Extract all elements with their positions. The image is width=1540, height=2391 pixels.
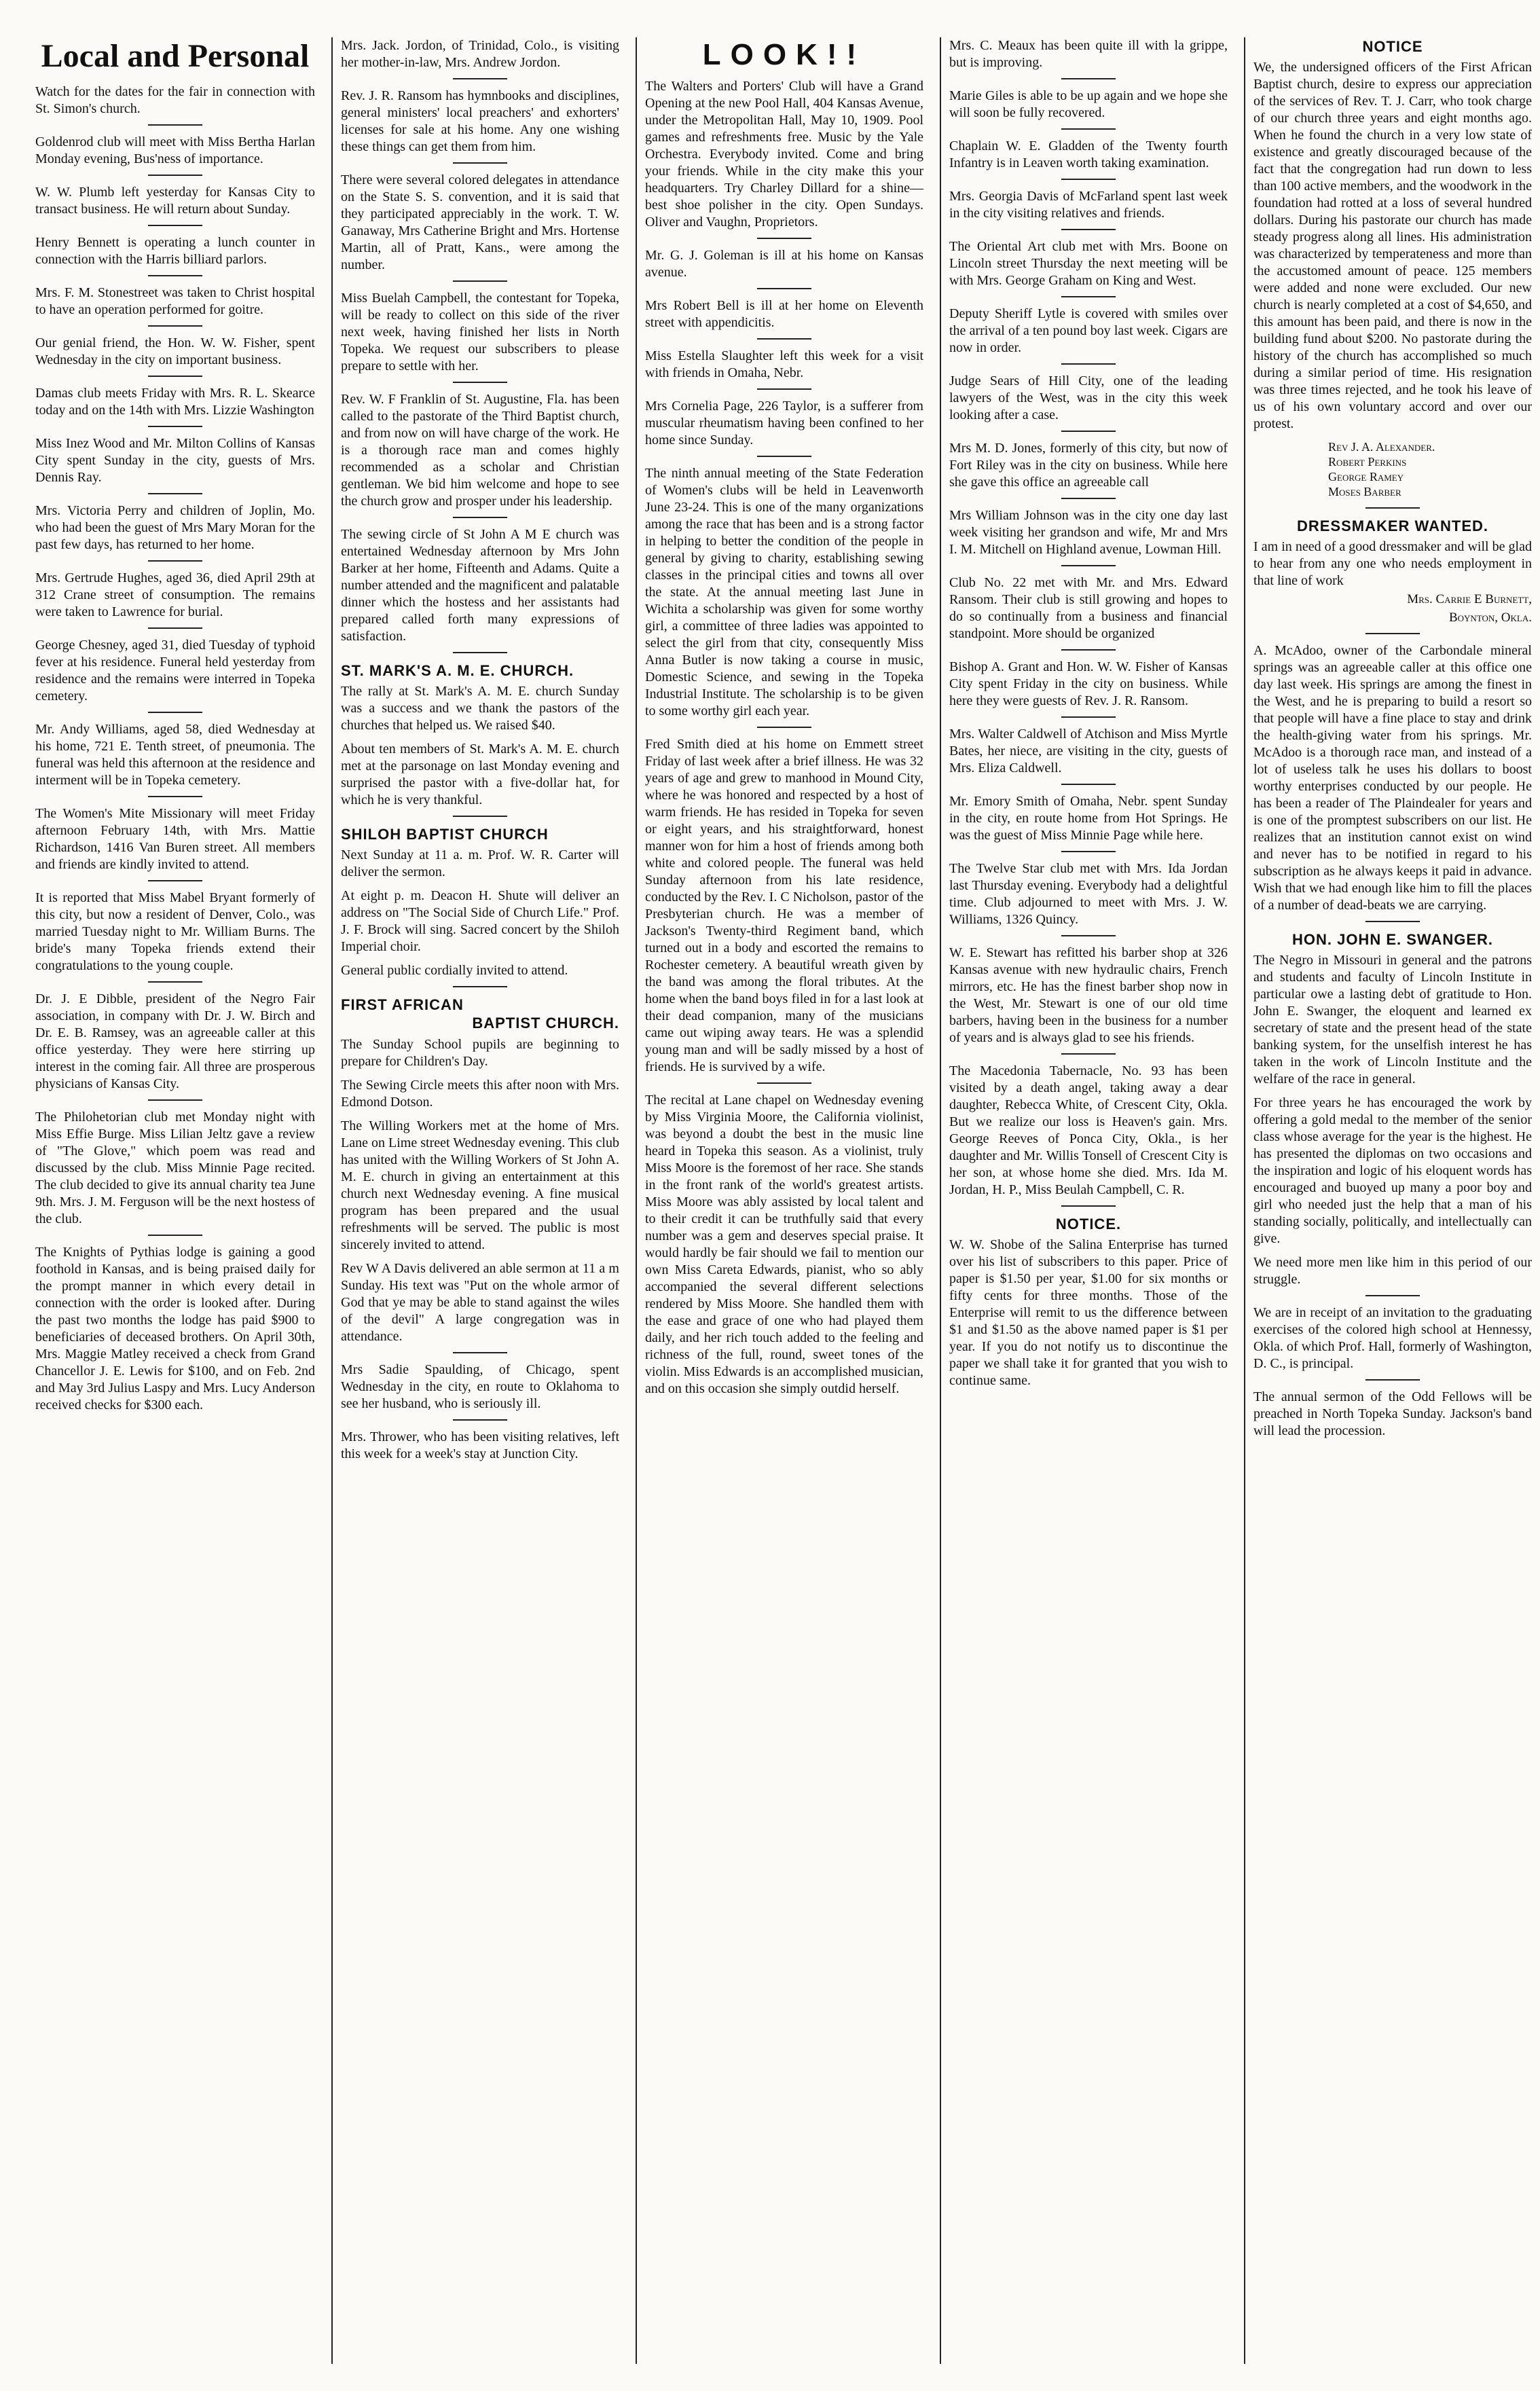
section-heading-first-african-2: BAPTIST CHURCH. [472, 1015, 619, 1032]
news-item: Goldenrod club will meet with Miss Bertha Harlan Monday evening, Bus'ness of importance. [35, 134, 315, 166]
news-item: Mr. Andy Williams, aged 58, died Wednesday at his home, 721 E. Tenth street, of pneumonia. The funeral was held this afternoon at the residence and interment will be in Topeka cemetery. [35, 722, 315, 788]
news-item: The Macedonia Tabernacle, No. 93 has been visited by a death angel, taking away a dear daughter, Rebecca White, of Crescent City, Okla. But we realize our loss is Heaven's gain. Mrs. George Reeves of Ponca City, Okla., is her daughter and Mr. Willis Tonsell of Crescent City is her son, at whose home she died. Mrs. Ida M. Jordan, H. P., Miss Beulah Campbell, C. R. [949, 1063, 1228, 1197]
news-item: Mrs Cornelia Page, 226 Taylor, is a sufferer from muscular rheumatism having been confined to her home since Sunday. [645, 399, 923, 448]
notice-text: W. W. Shobe of the Salina Enterprise has turned over his list of subscribers to this paper. Price of paper is $1.50 per year, $1.00 for six months or fifty cents for three months. Those of the Enterprise will remit to us the difference between $1 and $1.50 as the above named paper is $1 per year. If you do not notify us to discontinue the paper we shall take it for granted that you wish to continue same. [949, 1237, 1228, 1388]
divider-rule [1061, 851, 1116, 852]
divider-rule [148, 1235, 202, 1236]
notice-text: We, the undersigned officers of the First African Baptist church, desire to express our appreciation of the services of Rev. T. J. Carr, who took charge of our church three years and eight months ago. When he found the church in a very low state of existence and greatly discouraged because of the fact that the congregation had run down to less than 100 active members, and the woodwork in the foundation had rotted at a loss of several hundred dollars. During his pastorate our church has made steady progress along all lines. His administration was characterized by temperateness and more than the accustomed amount of peace. 125 members were added and none were excluded. Our new church is nearly completed at a cost of $4,650, and this amount has been paid, and there is now in the building fund about $200. No pastorate during the history of the church has accomplished so much during a similar period of time. His resignation was three times rejected, and he took his leave of us of his own voluntary accord and over our protest. [1253, 60, 1532, 431]
news-item: The Oriental Art club met with Mrs. Boone on Lincoln street Thursday the next meeting will be with Mrs. George Graham on King and West. [949, 239, 1228, 288]
signer-name: Rev J. A. Alexander. [1328, 440, 1435, 454]
news-item: Miss Estella Slaughter left this week for a visit with friends in Omaha, Nebr. [645, 348, 923, 380]
news-item: The Willing Workers met at the home of Mrs. Lane on Lime street Wednesday evening. This club has united with the Willing Workers of St John A. M. E. church in giving an entertainment at this church next Wednesday evening. A fine musical program has been prepared and the usual refreshments will be served. The public is most sincerely invited to attend. [341, 1118, 619, 1252]
divider-rule [1061, 78, 1116, 79]
news-item: Chaplain W. E. Gladden of the Twenty fourth Infantry is in Leaven worth taking examination. [949, 139, 1228, 170]
news-item: Dr. J. E Dibble, president of the Negro Fair association, in company with Dr. J. W. Birch and Dr. E. B. Ramsey, was an agreeable caller at this office yesterday. They were here stirring up interest in the coming fair. All three are prosperous physicians of Kansas City. [35, 991, 315, 1091]
dressmaker-heading: DRESSMAKER WANTED. [1296, 517, 1488, 534]
divider-rule [1365, 1379, 1420, 1381]
news-item: Mrs Robert Bell is ill at her home on Eleventh street with appendicitis. [645, 298, 923, 330]
divider-rule [757, 1082, 811, 1084]
news-item: W. W. Plumb left yesterday for Kansas City to transact business. He will return about Sunday. [35, 185, 315, 217]
column-1 [27, 37, 323, 2364]
dressmaker-signature: Mrs. Carrie E Burnett, [1407, 592, 1532, 606]
divider-rule [1061, 431, 1116, 432]
divider-rule [453, 816, 507, 817]
divider-rule [1061, 716, 1116, 718]
divider-rule [757, 338, 811, 340]
news-item: It is reported that Miss Mabel Bryant formerly of this city, but now a resident of Denver, Colo., was married Tuesday night to Mr. William Burns. The bride's many Topeka friends extend their congratulations to the young couple. [35, 890, 315, 973]
masthead-local-personal: Local and Personal [41, 38, 310, 74]
news-item: The Walters and Porters' Club will have a Grand Opening at the new Pool Hall, 404 Kansas Avenue, under the Metropolitan Hall, May 10, 1909. Pool games and refreshments free. Music by the Yale Orchestra. Everybody invited. Come and bring your friends. While in the city make this your headquarters. Try Charley Dillard for a shine—best shoe polisher in the city. Open Sundays. Oliver and Vaughn, Proprietors. [645, 79, 923, 230]
divider-rule [148, 426, 202, 427]
divider-rule [148, 225, 202, 226]
news-item: Mrs. Jack. Jordon, of Trinidad, Colo., is visiting her mother-in-law, Mrs. Andrew Jordon. [341, 38, 619, 70]
divider-rule [453, 382, 507, 383]
news-item: Henry Bennett is operating a lunch counter in connection with the Harris billiard parlors. [35, 235, 315, 267]
column-2 [331, 37, 627, 2364]
news-item: Miss Inez Wood and Mr. Milton Collins of Kansas City spent Sunday in the city, guests of Mrs. Dennis Ray. [35, 436, 315, 485]
divider-rule [453, 652, 507, 653]
signer-name: Moses Barber [1328, 485, 1401, 498]
dressmaker-text: I am in need of a good dressmaker and will be glad to hear from any one who needs employment in that line of work [1253, 539, 1532, 588]
divider-rule [1061, 498, 1116, 499]
divider-rule [1061, 296, 1116, 297]
news-item: The Sewing Circle meets this after noon with Mrs. Edmond Dotson. [341, 1078, 619, 1110]
news-item: About ten members of St. Mark's A. M. E. church met at the parsonage on last Monday evening and surprised the pastor with a five-dollar hat, for which he is very thankful. [341, 742, 619, 807]
news-item: Fred Smith died at his home on Emmett street Friday of last week after a brief illness. He was 32 years of age and grew to manhood in Mound City, where he was honored and respected by a host of warm friends. He has resided in Topeka for seven or eight years, and his straightforward, honest manner won for him a host of friends among both white and colored people. The funeral was held Sunday afternoon from his late residence, conducted by the Rev. I. C Nicholson, pastor of the Presbyterian church. He was a member of Jackson's Twenty-third Regiment band, which turned out in a body and escorted the remains to Rochester cemetery. A beautiful wreath given by the band was among the floral tributes. At the home when the band boys filed in for a last look at their dead companion, many of the musicians came out wiping away tears. He was a splendid young man and will be sadly missed by a host of friends. He is survived by a wife. [645, 737, 923, 1074]
divider-rule [453, 78, 507, 79]
news-item: The Negro in Missouri in general and the patrons and students and faculty of Lincoln Institute in particular owe a lasting debt of gratitude to Hon. John E. Swanger, the eloquent and learned ex secretary of state and the present head of the state banking system, for the unselfish interest he has taken in the work of Lincoln Institute and the welfare of the race in general. [1253, 953, 1532, 1087]
news-item: Miss Buelah Campbell, the contestant for Topeka, will be ready to collect on this side of the river next week, having finished her lists in North Topeka. We request our subscribers to please prepare to settle with her. [341, 291, 619, 373]
news-item: Mrs M. D. Jones, formerly of this city, but now of Fort Riley was in the city on business. While here she gave this office an agreeable call [949, 441, 1228, 490]
news-item: Rev. J. R. Ransom has hymnbooks and disciplines, general ministers' local preachers' and exhorters' licenses for sale at his home. Any one wishing these things can get them from him. [341, 88, 619, 154]
divider-rule [148, 376, 202, 377]
divider-rule [453, 162, 507, 164]
divider-rule [757, 388, 811, 390]
divider-rule [453, 1419, 507, 1421]
news-item: Mrs. Walter Caldwell of Atchison and Miss Myrtle Bates, her niece, are visiting in the city, guests of Mrs. Eliza Caldwell. [949, 727, 1228, 775]
news-item: For three years he has encouraged the work by offering a gold medal to the member of the senior class whose average for the year is the highest. He has presented the diplomas on two occasions and the inspiration and logic of his eloquent words has encouraged and buoyed up many a poor boy and girl who needed just the help that a man of his standing socially, politically, and intellectually can give. [1253, 1095, 1532, 1246]
divider-rule [1061, 1053, 1116, 1055]
news-item: The recital at Lane chapel on Wednesday evening by Miss Virginia Moore, the California violinist, was beyond a doubt the best in the music line heard in Topeka this season. As a violinist, truly Miss Moore is the foremost of her race. She stands in the front rank of the world's greatest artists. Miss Moore was ably assisted by local talent and to their credit it can be truthfully said that every number was a gem and deserves special praise. It would hardly be fair should we fail to mention our own Miss Careta Edwards, pianist, who so ably accompanied the several different selections rendered by Miss Moore. She handled them with the ease and grace of one who had played them daily, and her rich touch added to the feeling and richness of the full, round, sweet tones of the violin. Miss Edwards is an accomplished musician, and on this occasion she simply outdid herself. [645, 1093, 923, 1396]
news-item: The rally at St. Mark's A. M. E. church Sunday was a success and we thank the pastors of the churches that helped us. We raised $40. [341, 684, 619, 733]
news-item: Mrs Sadie Spaulding, of Chicago, spent Wednesday in the city, en route to Oklahoma to see her husband, who is seriously ill. [341, 1362, 619, 1411]
news-item: The ninth annual meeting of the State Federation of Women's clubs will be held in Leavenworth June 23-24. This is one of the many organizations among the race that has been and is a strong factor in helping to better the condition of the people in general by giving to charity, establishing sewing classes in the principal cities and towns all over the state. At the annual meeting last June in Wichita a scholarship was given for some worthy girl, a committee of three ladies was appointed to select the girl from that city, consequently Miss Anna Butler is now taking a course in music, Domestic Science, and sewing in the Topeka Industrial Institute. The scholarship is to be given to some worthy girl each year. [645, 466, 923, 718]
news-item: Mrs. Thrower, who has been visiting relatives, left this week for a week's stay at Junction City. [341, 1429, 619, 1461]
divider-rule [757, 456, 811, 457]
news-item: Next Sunday at 11 a. m. Prof. W. R. Carter will deliver the sermon. [341, 847, 619, 879]
news-item: Bishop A. Grant and Hon. W. W. Fisher of Kansas City spent Friday in the city on business. While here they were guests of Rev. J. R. Ransom. [949, 659, 1228, 708]
news-item: The Women's Mite Missionary will meet Friday afternoon February 14th, with Mrs. Mattie Richardson, 1416 Van Buren street. All members and friends are kindly invited to attend. [35, 806, 315, 872]
news-item: Our genial friend, the Hon. W. W. Fisher, spent Wednesday in the city on important business. [35, 335, 315, 367]
divider-rule [1061, 229, 1116, 230]
divider-rule [757, 727, 811, 728]
divider-rule [148, 275, 202, 276]
news-item: Rev. W. F Franklin of St. Augustine, Fla. has been called to the pastorate of the Third Baptist church, and from now on will have charge of the work. He is a thorough race man and comes highly recommended as a scholar and Christian gentleman. We bid him welcome and hope to see the church grow and prosper under his leadership. [341, 392, 619, 509]
divider-rule [1061, 649, 1116, 651]
divider-rule [757, 238, 811, 239]
divider-rule [1061, 179, 1116, 180]
notice-heading: NOTICE. [1055, 1216, 1122, 1233]
news-item: Mr. G. J. Goleman is ill at his home on Kansas avenue. [645, 248, 923, 280]
section-heading-shiloh: SHILOH BAPTIST CHURCH [341, 826, 549, 843]
news-item: Mrs. Gertrude Hughes, aged 36, died April 29th at 312 Crane street of consumption. The remains were taken to Lawrence for burial. [35, 570, 315, 619]
signature-block [1253, 439, 1532, 499]
divider-rule [148, 560, 202, 562]
news-item: Mrs. Georgia Davis of McFarland spent last week in the city visiting relatives and friends. [949, 189, 1228, 221]
news-item: Deputy Sheriff Lytle is covered with smiles over the arrival of a ten pound boy last week. Cigars are now in order. [949, 306, 1228, 355]
news-item: Mr. Emory Smith of Omaha, Nebr. spent Sunday in the city, en route home from Hot Springs. He was the guest of Miss Minnie Page while here. [949, 794, 1228, 843]
news-item: The Sunday School pupils are beginning to prepare for Children's Day. [341, 1037, 619, 1069]
divider-rule [453, 986, 507, 987]
look-heading: LOOK!! [702, 38, 866, 71]
divider-rule [453, 280, 507, 282]
news-item: We need more men like him in this period of our struggle. [1253, 1255, 1532, 1287]
divider-rule [148, 175, 202, 176]
swanger-heading: HON. JOHN E. SWANGER. [1291, 931, 1494, 948]
news-item: At eight p. m. Deacon H. Shute will deliver an address on "The Social Side of Church Life." Prof. J. F. Brock will sing. Sacred concert by the Shiloh Imperial choir. [341, 888, 619, 954]
news-item: Mrs. C. Meaux has been quite ill with la grippe, but is improving. [949, 38, 1228, 70]
divider-rule [1061, 128, 1116, 130]
divider-rule [1365, 921, 1420, 922]
news-item: There were several colored delegates in attendance on the State S. S. convention, and it is said that they participated appreciably in the work. T. W. Ganaway, Mrs Catherine Bright and Mrs. Hortense Martin, all of Pratt, Kans., were among the number. [341, 172, 619, 272]
news-item: Marie Giles is able to be up again and we hope she will soon be fully recovered. [949, 88, 1228, 120]
news-item: Mrs. Victoria Perry and children of Joplin, Mo. who had been the guest of Mrs Mary Moran for the past few days, has returned to her home. [35, 503, 315, 552]
divider-rule [1365, 633, 1420, 634]
divider-rule [1061, 784, 1116, 785]
news-item: General public cordially invited to attend. [341, 963, 568, 978]
news-item: Mrs William Johnson was in the city one day last week visiting her grandson and wife, Mr and Mrs I. M. Mitchell on Highland avenue, Lowman Hill. [949, 508, 1228, 557]
news-item: The Philohetorian club met Monday night with Miss Effie Burge. Miss Lilian Jeltz gave a review of "The Glove," which poem was read and discussed by the club. Miss Minnie Page recited. The club decided to give its annual charity tea June 9th. Mrs. J. M. Ferguson will be the next hostess of the club. [35, 1110, 315, 1226]
signer-name: George Ramey [1328, 470, 1404, 483]
divider-rule [453, 517, 507, 518]
dressmaker-location: Boynton, Okla. [1448, 610, 1532, 625]
divider-rule [1061, 565, 1116, 566]
divider-rule [1365, 1295, 1420, 1296]
news-item: Watch for the dates for the fair in connection with St. Simon's church. [35, 84, 315, 116]
news-item: W. E. Stewart has refitted his barber shop at 326 Kansas avenue with new hydraulic chairs, French mirrors, etc. He has the finest barber shop now in the West, Mr. Stewart is one of our old time barbers, having been in the business for a number of years and is always glad to see his friends. [949, 945, 1228, 1045]
news-item: Damas club meets Friday with Mrs. R. L. Skearce today and on the 14th with Mrs. Lizzie Washington [35, 386, 315, 418]
news-item: The Twelve Star club met with Mrs. Ida Jordan last Thursday evening. Everybody had a delightful time. Club adjourned to meet with Mrs. J. W. Williams, 1326 Quincy. [949, 861, 1228, 927]
section-heading-first-african-1: FIRST AFRICAN [341, 996, 464, 1013]
signer-name: Robert Perkins [1328, 455, 1407, 469]
column-4 [940, 37, 1236, 2364]
news-item: Mrs. F. M. Stonestreet was taken to Christ hospital to have an operation performed for goitre. [35, 285, 315, 317]
news-item: Club No. 22 met with Mr. and Mrs. Edward Ransom. Their club is still growing and hopes to do so continually from a business and financial standpoint. More should be organized [949, 575, 1228, 641]
news-item: We are in receipt of an invitation to the graduating exercises of the colored high school at Hennessy, Okla. of which Prof. Hall, formerly of Washington, D. C., is principal. [1253, 1305, 1532, 1371]
divider-rule [1365, 507, 1420, 509]
divider-rule [148, 1099, 202, 1101]
divider-rule [1061, 363, 1116, 365]
news-item: The sewing circle of St John A M E church was entertained Wednesday afternoon by Mrs John Barker at her home, Fifteenth and Adams. Quite a number attended and the magnificent and palatable dinner which the hostess and her assistants had prepared called forth many expressions of satisfaction. [341, 527, 619, 644]
divider-rule [148, 796, 202, 797]
divider-rule [148, 981, 202, 983]
divider-rule [148, 880, 202, 881]
divider-rule [1061, 935, 1116, 936]
divider-rule [757, 288, 811, 289]
divider-rule [148, 712, 202, 713]
news-item: A. McAdoo, owner of the Carbondale mineral springs was an agreeable caller at this office one day last week. His springs are among the finest in the West, and he is preparing to build a resort so that people will have a fine place to stay and drink the health-giving water from his springs. Mr. McAdoo is a thorough race man, and instead of a lot of useless talk he uses his dollars to boost worthy enterprises conducted by our people. He has been a reader of The Plaindealer for years and is one of the promptest subscribers on our list. He realizes that an institution cannot exist on wind and never has to be notified in regard to his subscription as he always keeps it paid in advance. Wish that we had enough like him to fill the places of a number of dead-beats we are carrying. [1253, 643, 1532, 913]
divider-rule [453, 1352, 507, 1353]
divider-rule [148, 124, 202, 126]
divider-rule [148, 325, 202, 327]
column-5 [1244, 37, 1540, 2364]
news-item: Judge Sears of Hill City, one of the leading lawyers of the West, was in the city this week looking after a case. [949, 373, 1228, 422]
news-item: The Knights of Pythias lodge is gaining a good foothold in Kansas, and is being praised daily for the prompt manner in which every detail in connection with the order is looked after. During the past two months the lodge has paid $900 to beneficiaries of deceased brothers. On April 30th, Mrs. Maggie Matley received a check from Grand Chancellor J. E. Lewis for $100, and on Feb. 2nd and May 3rd Julius Laspy and Mrs. Lucy Anderson received checks for $300 each. [35, 1245, 315, 1412]
divider-rule [148, 627, 202, 629]
news-item: George Chesney, aged 31, died Tuesday of typhoid fever at his residence. Funeral held yesterday from residence and the remains were interred in Topeka cemetery. [35, 638, 315, 704]
divider-rule [1061, 1205, 1116, 1207]
divider-rule [148, 493, 202, 494]
column-3 [636, 37, 932, 2364]
notice-heading: NOTICE [1362, 38, 1423, 55]
section-heading-st-marks: ST. MARK'S A. M. E. CHURCH. [341, 662, 574, 679]
news-item: Rev W A Davis delivered an able sermon at 11 a m Sunday. His text was "Put on the whole armor of God that ye may be able to stand against the wiles of the devil" A large congregation was in attendance. [341, 1261, 619, 1344]
news-item: The annual sermon of the Odd Fellows will be preached in North Topeka Sunday. Jackson's band will lead the procession. [1253, 1389, 1532, 1438]
